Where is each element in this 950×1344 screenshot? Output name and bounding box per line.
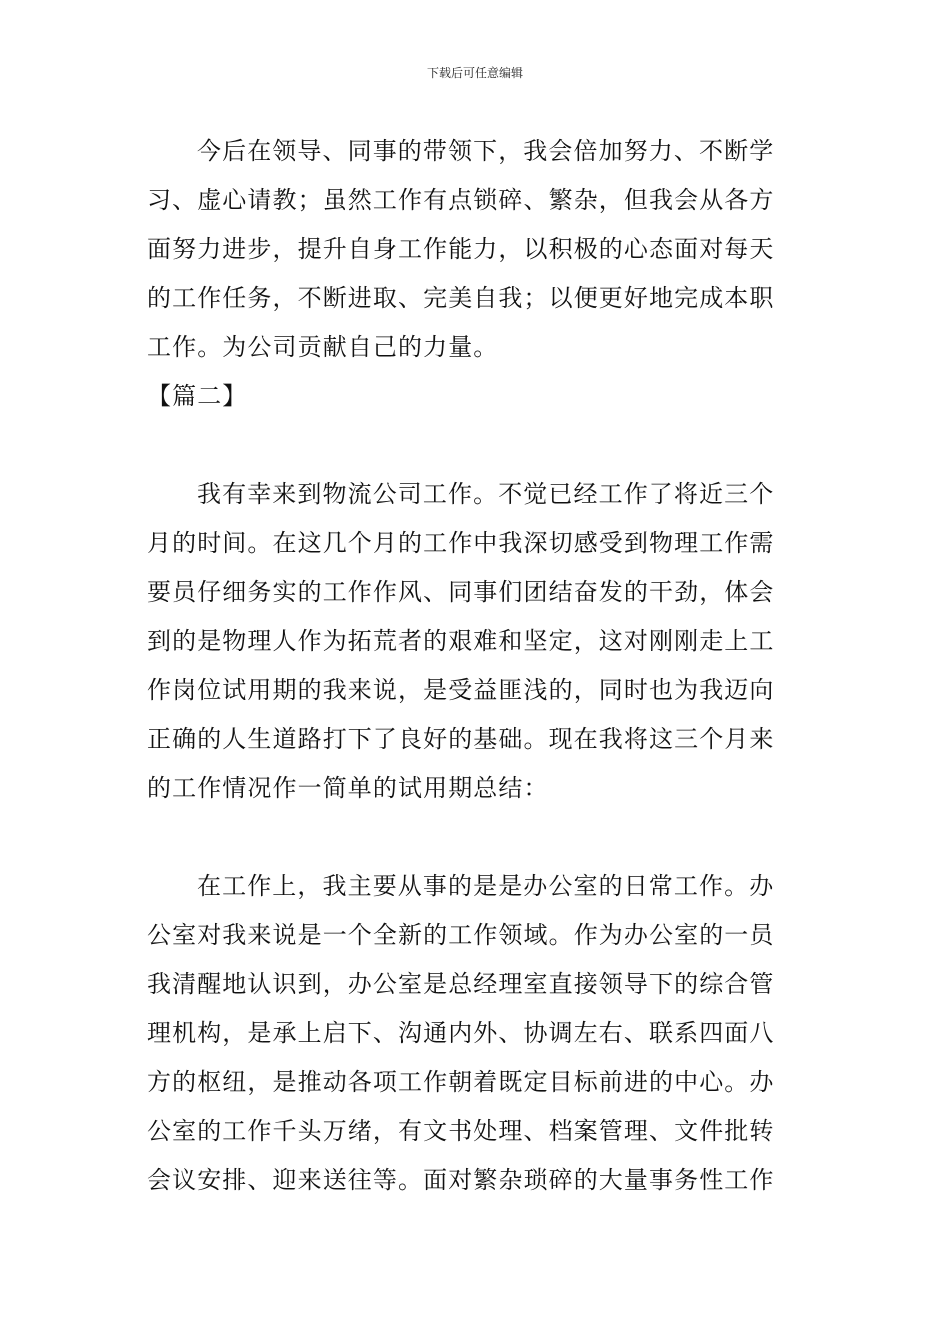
text-line: 公室对我来说是一个全新的工作领域。作为办公室的一员 [147,921,775,949]
document-body [147,127,807,1205]
text-line: 公室的工作千头万绪，有文书处理、档案管理、文件批转 [147,1117,775,1145]
text-line: 会议安排、迎来送往等。面对繁杂琐碎的大量事务性工作 [147,1166,775,1194]
text-line: 月的时间。在这几个月的工作中我深切感受到物理工作需 [147,529,775,557]
text-line: 作岗位试用期的我来说，是受益匪浅的，同时也为我迈向 [147,676,775,704]
paragraph-2 [147,470,807,813]
text-line: 的工作任务，不断进取、完美自我；以便更好地完成本职 [147,284,775,312]
text-line: 我清醒地认识到，办公室是总经理室直接领导下的综合管 [147,970,775,998]
text-line: 到的是物理人作为拓荒者的艰难和坚定，这对刚刚走上工 [147,627,775,655]
text-line: 工作。为公司贡献自己的力量。 [147,333,499,361]
page-header: 下载后可任意编辑 [426,66,523,80]
text-line: 要员仔细务实的工作作风、同事们团结奋发的干劲，体会 [147,578,775,606]
text-line: 我有幸来到物流公司工作。不觉已经工作了将近三个 [197,480,775,508]
section-heading: 【篇二】 [147,382,248,410]
text-line: 在工作上，我主要从事的是是办公室的日常工作。办 [197,872,775,900]
paragraph-spacer [147,813,807,862]
text-line: 正确的人生道路打下了良好的基础。现在我将这三个月来 [147,725,775,753]
paragraph-1 [147,127,807,372]
text-line: 习、虚心请教；虽然工作有点锁碎、繁杂，但我会从各方 [147,186,775,214]
text-line: 的工作情况作一简单的试用期总结： [147,774,549,802]
text-line: 面努力进步，提升自身工作能力，以积极的心态面对每天 [147,235,775,263]
section-spacer [147,421,807,470]
text-line: 理机构，是承上启下、沟通内外、协调左右、联系四面八 [147,1019,775,1047]
text-line: 今后在领导、同事的带领下，我会倍加努力、不断学 [197,137,775,165]
paragraph-3 [147,862,807,1205]
text-line: 方的枢纽，是推动各项工作朝着既定目标前进的中心。办 [147,1068,775,1096]
